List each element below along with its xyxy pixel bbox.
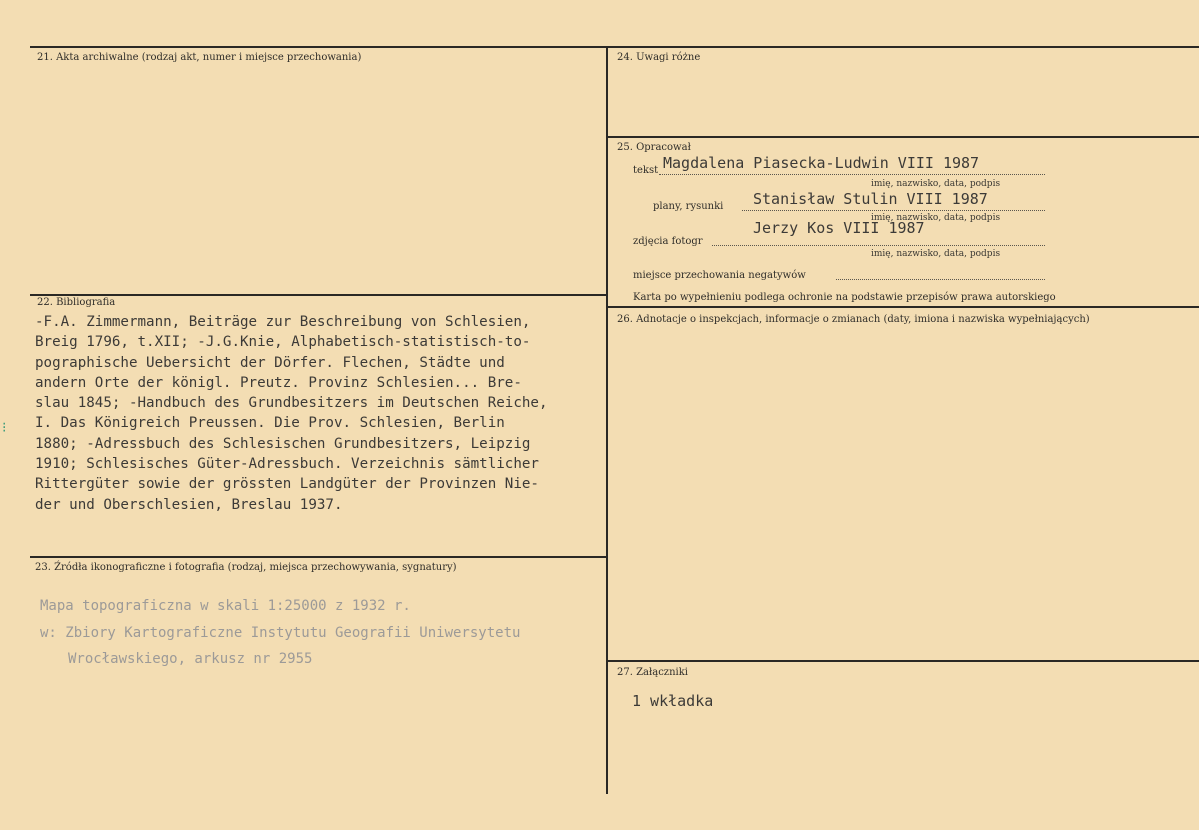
biblio-line: 1910; Schlesisches Güter-Adressbuch. Verzeichnis sämtlicher bbox=[35, 456, 539, 473]
biblio-line: Rittergüter sowie der grössten Landgüter der Provinzen Nie- bbox=[35, 476, 539, 493]
tekst-hint: imię, nazwisko, data, podpis bbox=[871, 179, 1001, 189]
scan-mark: ⁝ bbox=[2, 420, 7, 436]
biblio-line: Breig 1796, t.XII; -J.G.Knie, Alphabetisch-statistisch-to- bbox=[35, 334, 531, 351]
biblio-line: andern Orte der königl. Preutz. Provinz Schlesien... Bre- bbox=[35, 374, 522, 391]
biblio-line: 1880; -Adressbuch des Schlesischen Grundbesitzers, Leipzig bbox=[35, 435, 531, 452]
zrodla-line: w: Zbiory Kartograficzne Instytutu Geografii Uniwersytetu bbox=[40, 625, 521, 641]
rule-26-27 bbox=[607, 660, 1199, 662]
plany-value: Stanisław Stulin VIII 1987 bbox=[753, 190, 988, 208]
section-23-label: 23. Źródła ikonograficzne i fotografia (rodzaj, miejsca przechowywania, sygnatury) bbox=[35, 562, 457, 573]
section-21-label: 21. Akta archiwalne (rodzaj akt, numer i miejsce przechowania) bbox=[37, 52, 362, 63]
rule-25-26 bbox=[607, 306, 1199, 308]
zdjecia-label: zdjęcia fotogr bbox=[633, 236, 703, 247]
section-25-label: 25. Opracował bbox=[617, 142, 691, 153]
rule-22-23 bbox=[30, 556, 608, 558]
biblio-line: slau 1845; -Handbuch des Grundbesitzers im Deutschen Reiche, bbox=[35, 395, 548, 412]
zdjecia-value: Jerzy Kos VIII 1987 bbox=[753, 219, 925, 237]
zrodla-line: Wrocławskiego, arkusz nr 2955 bbox=[68, 651, 313, 667]
zdjecia-line bbox=[712, 245, 1045, 246]
plany-line bbox=[742, 210, 1045, 211]
center-divider bbox=[606, 46, 608, 794]
bibliografia-text bbox=[35, 312, 548, 515]
negatywy-line bbox=[836, 279, 1045, 280]
section-22-label: 22. Bibliografia bbox=[37, 297, 116, 308]
rule-21-22 bbox=[30, 294, 608, 296]
biblio-line: I. Das Königreich Preussen. Die Prov. Schlesien, Berlin bbox=[35, 415, 505, 432]
tekst-value: Magdalena Piasecka-Ludwin VIII 1987 bbox=[663, 154, 980, 172]
plany-hint: imię, nazwisko, data, podpis bbox=[871, 213, 1001, 223]
negatywy-label: miejsce przechowania negatywów bbox=[633, 270, 806, 281]
zrodla-line: Mapa topograficzna w skali 1:25000 z 1932 r. bbox=[40, 598, 411, 614]
top-rule bbox=[30, 46, 1199, 48]
biblio-line: pographische Uebersicht der Dörfer. Flechen, Städte und bbox=[35, 354, 505, 371]
tekst-label: tekst bbox=[633, 165, 659, 176]
section-27-label: 27. Załączniki bbox=[617, 667, 688, 678]
zdjecia-hint: imię, nazwisko, data, podpis bbox=[871, 249, 1001, 259]
section-24-label: 24. Uwagi różne bbox=[617, 52, 701, 63]
section-26-label: 26. Adnotacje o inspekcjach, informacje o zmianach (daty, imiona i nazwiska wypełniających) bbox=[617, 314, 1090, 325]
biblio-line: -F.A. Zimmermann, Beiträge zur Beschreibung von Schlesien, bbox=[35, 314, 531, 330]
rule-24-25 bbox=[607, 136, 1199, 138]
zalaczniki-value: 1 wkładka bbox=[632, 692, 714, 710]
biblio-line: der und Oberschlesien, Breslau 1937. bbox=[35, 496, 343, 513]
copyright-note: Karta po wypełnieniu podlega ochronie na podstawie przepisów prawa autorskiego bbox=[633, 292, 1056, 303]
tekst-line bbox=[659, 174, 1045, 175]
plany-label: plany, rysunki bbox=[653, 201, 724, 212]
